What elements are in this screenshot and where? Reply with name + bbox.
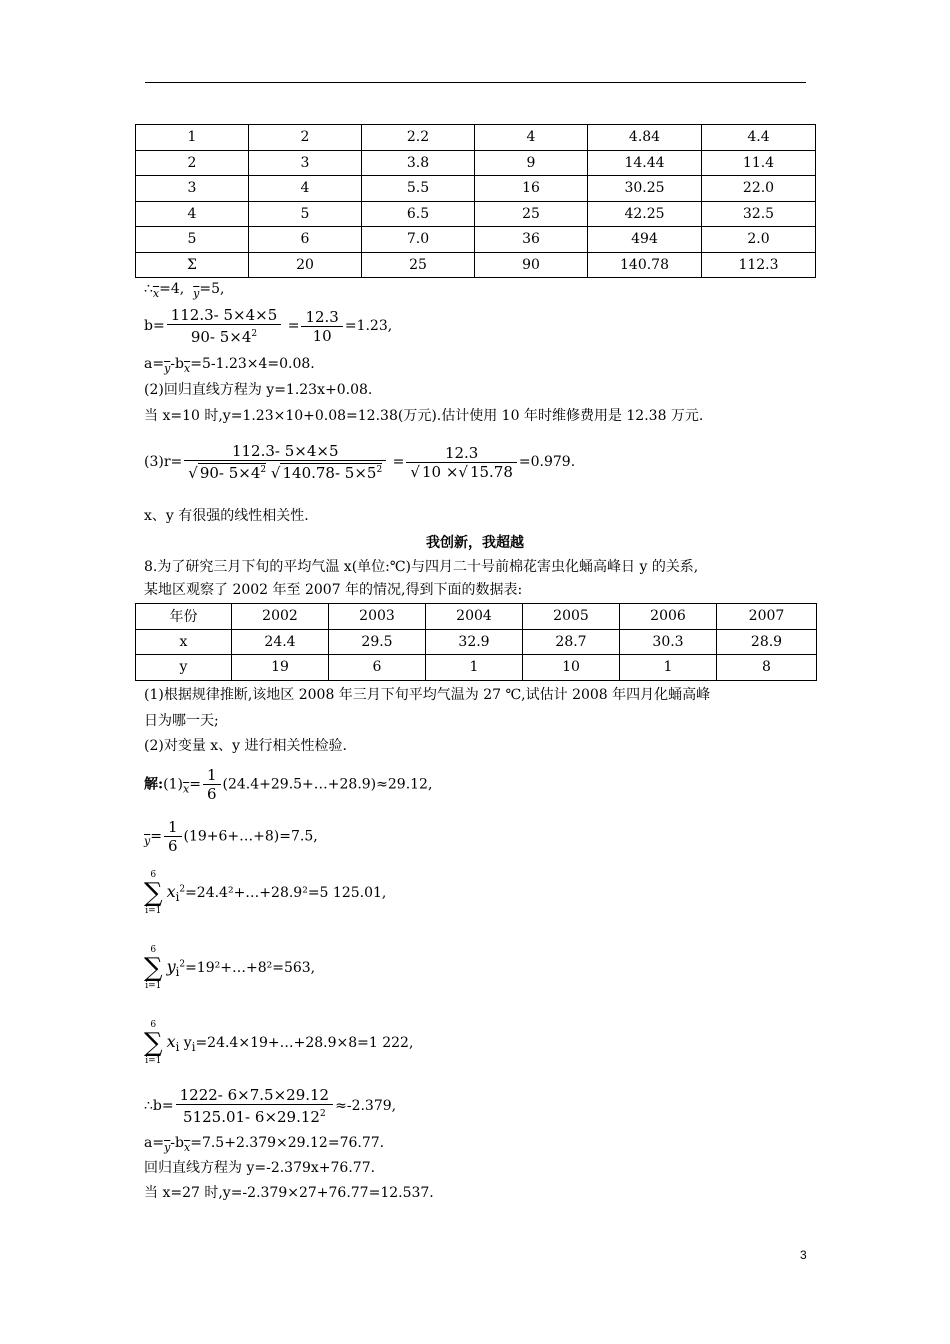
- table2-cell: 2006: [620, 604, 717, 630]
- table1-row: [136, 201, 816, 227]
- regression-equation: 回归直线方程为 y=-2.379x+76.77.: [144, 1160, 376, 1176]
- table1-cell: 14.44: [588, 150, 702, 176]
- header-rule: [145, 82, 806, 83]
- table2-cell: 2005: [523, 604, 620, 630]
- table2-cell: 28.7: [523, 629, 620, 655]
- table2-cell: 28.9: [717, 629, 817, 655]
- sum-xy: 6 ∑ $i=1x_i$ $y_i=24.4\times 19+\dots+28.9\times 8=1$ 222,: [144, 1020, 414, 1066]
- table2-cell: 29.5: [329, 629, 426, 655]
- table1-cell: 2: [249, 125, 362, 151]
- table1-cell: 32.5: [702, 201, 816, 227]
- table1-cell: 4.4: [702, 125, 816, 151]
- table1-cell: 90: [475, 252, 588, 278]
- table1-cell: 5: [249, 201, 362, 227]
- sum-x-squared: 6 ∑ $i=1x_i^2=24.4^2+\dots+28.9^2=5$ 125.01,: [144, 870, 387, 916]
- y-mean: $_{\overline{y}}$= $\frac{1}{6}$ (19+6+…+8)=7.5,: [144, 818, 318, 855]
- table1-cell: 20: [249, 252, 362, 278]
- table2-cell: 2003: [329, 604, 426, 630]
- a-coefficient: $a=_{\overline{y}}-b_{\overline{x}}=7.5+2.379\times 29.12=76.77$.: [144, 1135, 385, 1154]
- table2-cell: 24.4: [232, 629, 329, 655]
- table2-cell: 30.3: [620, 629, 717, 655]
- table1-cell: 3: [136, 176, 249, 202]
- table1-cell: 2.2: [362, 125, 475, 151]
- table2-cell: 10: [523, 655, 620, 681]
- table1-cell: 1: [136, 125, 249, 151]
- table1-cell: 25: [362, 252, 475, 278]
- table2-cell: 2007: [717, 604, 817, 630]
- table1-cell: 5.5: [362, 176, 475, 202]
- a-formula: $a=_{\overline{y}}-b_{\overline{x}}=5-1.23\times 4=0.08$.: [144, 356, 315, 375]
- table2-cell: y: [136, 655, 232, 681]
- prediction: 当 x=27 时,y=-2.379×27+76.77=12.537.: [144, 1185, 434, 1201]
- question-8-line-5: (2)对变量 x、y 进行相关性检验.: [144, 738, 347, 754]
- table1-cell: 22.0: [702, 176, 816, 202]
- table1-cell: 2.0: [702, 227, 816, 253]
- question-8-line-4: 日为哪一天;: [144, 713, 219, 729]
- table2-row: [136, 604, 817, 630]
- table1-cell: 11.4: [702, 150, 816, 176]
- table2-cell: 2004: [426, 604, 523, 630]
- table2-row: [136, 629, 817, 655]
- table1-cell: 5: [136, 227, 249, 253]
- table2-cell: 1: [620, 655, 717, 681]
- table1-cell: 4.84: [588, 125, 702, 151]
- table1-cell: 6.5: [362, 201, 475, 227]
- table1-cell: 494: [588, 227, 702, 253]
- table2-row: [136, 655, 817, 681]
- estimate-line: 当 x=10 时,y=1.23×10+0.08=12.38(万元).估计使用 10 年时维修费用是 12.38 万元.: [144, 408, 704, 424]
- table2-cell: 6: [329, 655, 426, 681]
- table1-cell: 4: [475, 125, 588, 151]
- sum-y-squared: 6 ∑ $i=1y_i^2=19^2+\dots+8^2=563$,: [144, 945, 316, 991]
- table1-cell: 3: [249, 150, 362, 176]
- table1-row: [136, 150, 816, 176]
- regression-line: (2)回归直线方程为 y=1.23x+0.08.: [144, 382, 373, 398]
- table1-cell: 140.78: [588, 252, 702, 278]
- b-formula: b= $\frac{112.3- 5\times 4\times 5}{90- 5\times 4^2}$ = $\frac{12.3}{10}$ =1.23,: [144, 306, 393, 346]
- question-8-line-3: (1)根据规律推断,该地区 2008 年三月下旬平均气温为 27 ℃,试估计 2008 年四月化蛹高峰: [144, 687, 711, 703]
- table1-cell: 3.8: [362, 150, 475, 176]
- table2-cell: x: [136, 629, 232, 655]
- table2-cell: 8: [717, 655, 817, 681]
- data-table-1: [135, 124, 816, 278]
- table1-cell: 16: [475, 176, 588, 202]
- table1-cell: 25: [475, 201, 588, 227]
- table1-row: [136, 227, 816, 253]
- table1-cell: 112.3: [702, 252, 816, 278]
- question-8-line-2: 某地区观察了 2002 年至 2007 年的情况,得到下面的数据表:: [144, 582, 523, 598]
- question-8-line-1: 8.为了研究三月下旬的平均气温 x(单位:℃)与四月二十号前棉花害虫化蛹高峰日 y 的关系,: [144, 559, 699, 575]
- table1-cell: 30.25: [588, 176, 702, 202]
- means-line: $\therefore_{\overline{x}}=4$, $_{\overline{y}}$=5,: [144, 281, 225, 300]
- table2-cell: 2002: [232, 604, 329, 630]
- table1-cell: 4: [136, 201, 249, 227]
- table2-cell: 1: [426, 655, 523, 681]
- data-table-2: [135, 603, 817, 681]
- table1-cell: 4: [249, 176, 362, 202]
- table1-row: [136, 176, 816, 202]
- table1-row: [136, 125, 816, 151]
- x-mean: 解$:(1)_{\overline{x}}=$ $\frac{1}{6}$ (24.4+29.5+…+28.9)≈29.12,: [144, 766, 433, 803]
- b-coefficient: ∴b= $\frac{1222- 6\times 7.5\times 29.12}{5125.01- 6\times 29.12^2}$ ≈-2.379,: [144, 1086, 397, 1126]
- page-number: 3: [800, 1248, 807, 1262]
- table2-cell: 年份: [136, 604, 232, 630]
- table1-cell: Σ: [136, 252, 249, 278]
- section-title: 我创新，我超越: [426, 535, 524, 551]
- table1-cell: 6: [249, 227, 362, 253]
- table2-cell: 19: [232, 655, 329, 681]
- table2-cell: 32.9: [426, 629, 523, 655]
- table1-cell: 2: [136, 150, 249, 176]
- table1-cell: 42.25: [588, 201, 702, 227]
- table1-cell: 7.0: [362, 227, 475, 253]
- conclusion: x、y 有很强的线性相关性.: [144, 508, 309, 524]
- r-formula: (3)r= $\frac{112.3- 5\times 4\times 5}{√ 90- 5\times 4^2 √ 140.78- 5\times 5^2}$ = $\frac{12.3}{√ 10 \times√ 15.78}$ =0.979.: [144, 442, 576, 482]
- table1-row: [136, 252, 816, 278]
- table1-cell: 36: [475, 227, 588, 253]
- table1-cell: 9: [475, 150, 588, 176]
